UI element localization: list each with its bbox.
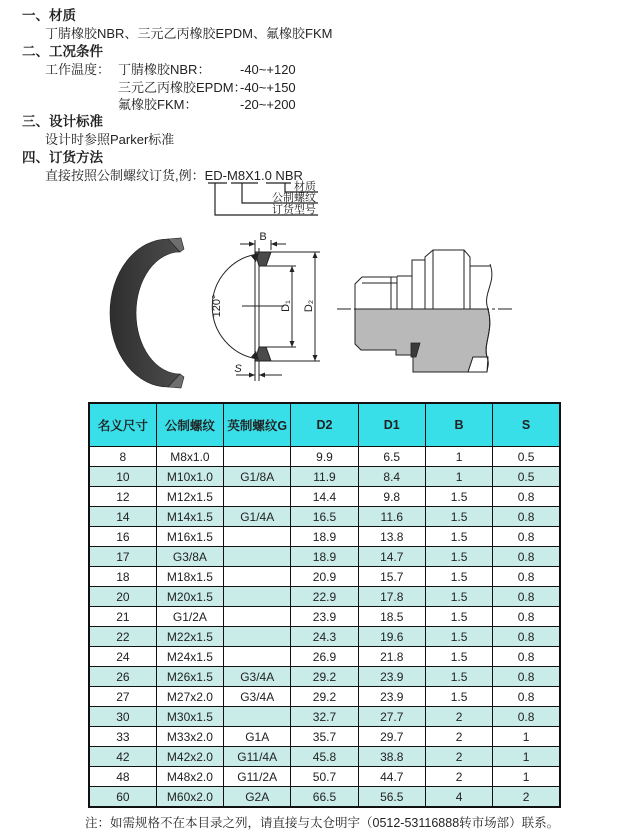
table-cell: 16.5 (291, 507, 358, 527)
dim-b-label: B (259, 231, 267, 243)
table-cell: 1.5 (425, 527, 492, 547)
table-cell: 14.4 (291, 487, 358, 507)
table-cell: 20 (89, 587, 156, 607)
table-cell: 2 (493, 787, 560, 808)
table-cell: 1 (425, 447, 492, 467)
table-cell: 50.7 (291, 767, 358, 787)
table-cell: 2 (425, 747, 492, 767)
table-cell: M10x1.0 (156, 467, 223, 487)
table-cell (224, 647, 291, 667)
table-cell: 27 (89, 687, 156, 707)
spec-table-header (89, 403, 560, 447)
table-cell: 18.5 (358, 607, 425, 627)
table-cell: 23.9 (358, 687, 425, 707)
callout-material-label: 材质 (294, 181, 316, 193)
table-cell: 12 (89, 487, 156, 507)
table-cell: 9.8 (358, 487, 425, 507)
table-cell: 13.8 (358, 527, 425, 547)
assembly-drawing (337, 250, 512, 372)
dim-d2-label: D₂ (303, 299, 315, 313)
table-cell: 35.7 (291, 727, 358, 747)
table-row (89, 747, 560, 767)
section-3-heading (22, 114, 103, 129)
table-cell: 14.7 (358, 547, 425, 567)
table-cell: 24 (89, 647, 156, 667)
table-row (89, 687, 560, 707)
temp-material-epdm: 三元乙丙橡胶EPDM： (118, 80, 247, 95)
table-cell: G11/4A (224, 747, 291, 767)
section-1-heading (22, 8, 76, 23)
table-cell: G11/2A (224, 767, 291, 787)
table-cell: 16 (89, 527, 156, 547)
table-cell: 18.9 (291, 547, 358, 567)
table-cell: 1 (493, 747, 560, 767)
table-cell: M20x1.5 (156, 587, 223, 607)
table-row (89, 727, 560, 747)
table-row (89, 587, 560, 607)
dim-d1-label: D₁ (280, 300, 292, 312)
table-cell (224, 487, 291, 507)
table-cell: G3/4A (224, 667, 291, 687)
table-cell: 56.5 (358, 787, 425, 808)
table-cell: 60 (89, 787, 156, 808)
angle-120-label: 120° (211, 294, 223, 318)
table-cell: 1.5 (425, 667, 492, 687)
table-cell: G2A (224, 787, 291, 808)
temp-material-nbr: 丁腈橡胶NBR： (118, 62, 211, 77)
section-2-index: 二、 (22, 44, 49, 59)
table-cell: 0.5 (493, 447, 560, 467)
table-cell: 0.8 (493, 547, 560, 567)
table-cell: 2 (425, 707, 492, 727)
table-cell: M60x2.0 (156, 787, 223, 808)
footer-note: 注：如需规格不在本目录之列，请直接与太仓明宇（0512-53116888转市场部）联系。 (85, 816, 560, 830)
temp-range-nbr: -40~+120 (240, 62, 296, 77)
table-row (89, 767, 560, 787)
table-cell: 15.7 (358, 567, 425, 587)
dim-s-label: S (234, 363, 242, 375)
table-cell: 48 (89, 767, 156, 787)
sectioned-body (355, 309, 490, 372)
table-row (89, 467, 560, 487)
callout-metric-thread-label: 公制螺纹 (272, 192, 316, 204)
table-cell: 1.5 (425, 687, 492, 707)
section-2-title: 工况条件 (49, 44, 103, 59)
header-row (89, 403, 560, 447)
spec-table (88, 402, 561, 808)
section-3-title: 设计标准 (49, 114, 103, 129)
table-row (89, 487, 560, 507)
table-cell: 8 (89, 447, 156, 467)
table-cell: 23.9 (291, 607, 358, 627)
section-4-index: 四、 (22, 150, 49, 165)
table-cell: M12x1.5 (156, 487, 223, 507)
table-cell: 1.5 (425, 507, 492, 527)
table-cell: 26 (89, 667, 156, 687)
table-cell: G1A (224, 727, 291, 747)
table-cell: M8x1.0 (156, 447, 223, 467)
section-3-body: 设计时参照Parker标准 (45, 132, 175, 147)
technical-drawing (100, 228, 560, 398)
table-cell: 24.3 (291, 627, 358, 647)
table-cell: 11.6 (358, 507, 425, 527)
table-cell: 29.7 (358, 727, 425, 747)
table-cell: 2 (425, 727, 492, 747)
section-4-heading (22, 150, 103, 165)
spec-table-body (89, 447, 560, 808)
table-cell: G1/4A (224, 507, 291, 527)
table-cell: G1/8A (224, 467, 291, 487)
table-cell: M30x1.5 (156, 707, 223, 727)
table-cell: G1/2A (156, 607, 223, 627)
table-cell: 1.5 (425, 587, 492, 607)
header-d1: D1 (358, 403, 425, 447)
table-cell: 23.9 (358, 667, 425, 687)
table-cell: 45.8 (291, 747, 358, 767)
table-cell: 18.9 (291, 527, 358, 547)
table-cell (224, 627, 291, 647)
table-cell: 29.2 (291, 667, 358, 687)
table-cell: 0.8 (493, 707, 560, 727)
table-cell: 1.5 (425, 647, 492, 667)
table-cell: 0.8 (493, 567, 560, 587)
table-row (89, 527, 560, 547)
table-row (89, 567, 560, 587)
table-cell: 1.5 (425, 607, 492, 627)
table-row (89, 647, 560, 667)
table-cell: 0.8 (493, 607, 560, 627)
table-row (89, 667, 560, 687)
temp-range-epdm: -40~+150 (240, 80, 296, 95)
table-cell: 29.2 (291, 687, 358, 707)
header-metric-thread: 公制螺纹 (156, 403, 223, 447)
table-cell: 1.5 (425, 487, 492, 507)
table-cell: 2 (425, 767, 492, 787)
table-cell: 11.9 (291, 467, 358, 487)
table-cell: 26.9 (291, 647, 358, 667)
table-cell: 9.9 (291, 447, 358, 467)
table-cell: M22x1.5 (156, 627, 223, 647)
table-cell: 0.8 (493, 687, 560, 707)
table-row (89, 707, 560, 727)
section-2-heading (22, 44, 103, 59)
table-cell: 33 (89, 727, 156, 747)
table-cell: 38.8 (358, 747, 425, 767)
table-cell: 1 (493, 727, 560, 747)
table-cell: 17 (89, 547, 156, 567)
header-d2: D2 (291, 403, 358, 447)
table-row (89, 507, 560, 527)
order-example-code: ED-M8X1.0 NBR (204, 168, 303, 183)
table-cell (224, 567, 291, 587)
table-cell: M26x1.5 (156, 667, 223, 687)
table-cell: G3/8A (156, 547, 223, 567)
table-cell: 30 (89, 707, 156, 727)
table-cell: 44.7 (358, 767, 425, 787)
table-cell: 17.8 (358, 587, 425, 607)
table-cell: M24x1.5 (156, 647, 223, 667)
table-cell: M16x1.5 (156, 527, 223, 547)
table-cell: 0.8 (493, 627, 560, 647)
table-cell: 1.5 (425, 627, 492, 647)
table-cell: 0.5 (493, 467, 560, 487)
table-cell: 20.9 (291, 567, 358, 587)
table-cell: M27x2.0 (156, 687, 223, 707)
header-s: S (493, 403, 560, 447)
temp-range-fkm: -20~+200 (240, 97, 296, 112)
table-cell: M48x2.0 (156, 767, 223, 787)
section-1-body: 丁腈橡胶NBR、三元乙丙橡胶EPDM、氟橡胶FKM (45, 26, 333, 41)
callout-order-code-label: 订货型号 (272, 204, 316, 216)
table-cell: 0.8 (493, 667, 560, 687)
table-row (89, 447, 560, 467)
section-4-title: 订货方法 (49, 150, 103, 165)
table-cell: 0.8 (493, 487, 560, 507)
table-cell (224, 587, 291, 607)
table-cell: 19.6 (358, 627, 425, 647)
table-cell (224, 707, 291, 727)
table-cell: M18x1.5 (156, 567, 223, 587)
table-row (89, 627, 560, 647)
table-cell (224, 527, 291, 547)
table-cell: 10 (89, 467, 156, 487)
section-1-title: 材质 (49, 8, 76, 23)
temp-material-fkm: 氟橡胶FKM： (118, 97, 198, 112)
table-cell: 1.5 (425, 547, 492, 567)
table-cell: 22 (89, 627, 156, 647)
table-cell (224, 547, 291, 567)
table-cell: 4 (425, 787, 492, 808)
order-method-text: 直接按照公制螺纹订货,例： (45, 168, 205, 183)
table-cell: 0.8 (493, 587, 560, 607)
table-row (89, 547, 560, 567)
table-cell: 21.8 (358, 647, 425, 667)
table-row (89, 787, 560, 808)
header-b: B (425, 403, 492, 447)
section-1-index: 一、 (22, 8, 49, 23)
table-cell: 1 (493, 767, 560, 787)
table-cell: 21 (89, 607, 156, 627)
temp-label: 工作温度： (45, 62, 111, 77)
header-nominal-size: 名义尺寸 (89, 403, 156, 447)
table-cell: 8.4 (358, 467, 425, 487)
seal-3d-view (110, 238, 184, 388)
table-cell: 14 (89, 507, 156, 527)
table-cell: 0.8 (493, 507, 560, 527)
table-cell: 22.9 (291, 587, 358, 607)
header-imperial-thread: 英制螺纹G (224, 403, 291, 447)
table-cell: 66.5 (291, 787, 358, 808)
table-row (89, 607, 560, 627)
table-cell: 0.8 (493, 527, 560, 547)
table-cell (224, 447, 291, 467)
table-cell (224, 607, 291, 627)
table-cell: 0.8 (493, 647, 560, 667)
table-cell: 1 (425, 467, 492, 487)
order-code-callout-diagram (200, 178, 330, 226)
table-cell: 42 (89, 747, 156, 767)
section-3-index: 三、 (22, 114, 49, 129)
table-cell: 18 (89, 567, 156, 587)
table-cell: M42x2.0 (156, 747, 223, 767)
table-cell: 32.7 (291, 707, 358, 727)
table-cell: 6.5 (358, 447, 425, 467)
table-cell: M14x1.5 (156, 507, 223, 527)
table-cell: G3/4A (224, 687, 291, 707)
table-cell: 27.7 (358, 707, 425, 727)
table-cell: M33x2.0 (156, 727, 223, 747)
table-cell: 1.5 (425, 567, 492, 587)
